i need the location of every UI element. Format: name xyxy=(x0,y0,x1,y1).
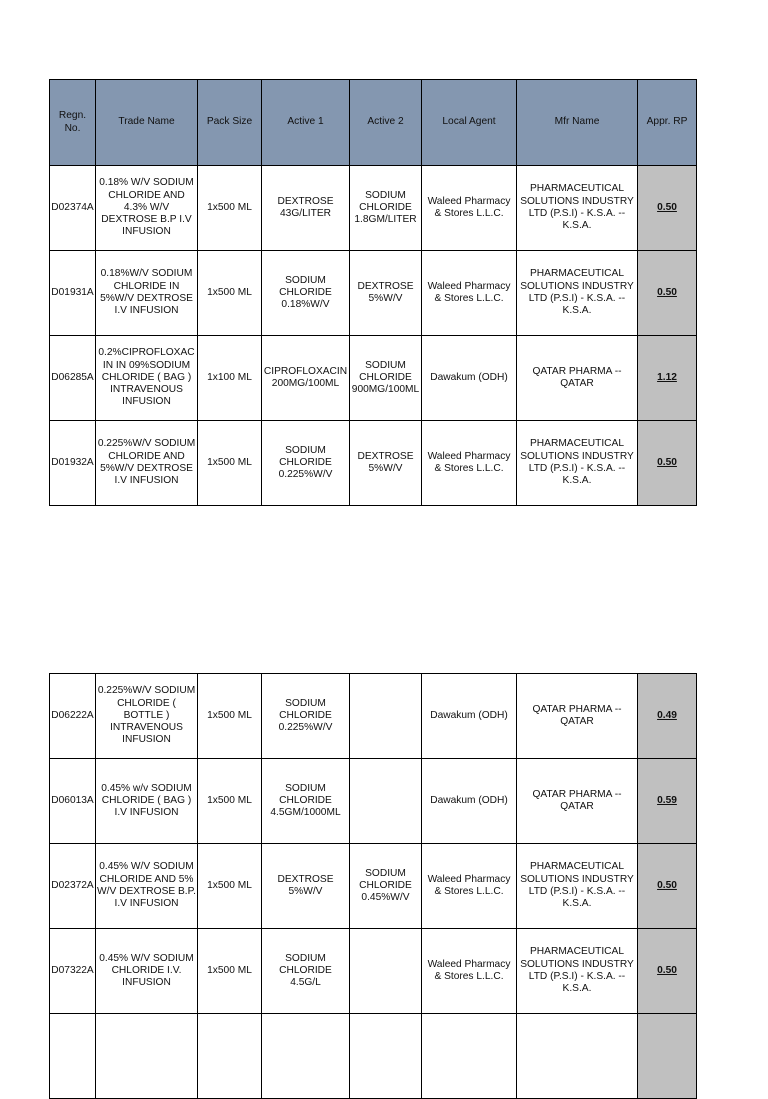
cell-active-2: SODIUM CHLORIDE 1.8GM/LITER xyxy=(350,166,422,251)
column-header-active-1: Active 1 xyxy=(262,80,350,166)
cell-pack-size: 1x500 ML xyxy=(198,759,262,844)
column-header-appr-rp: Appr. RP xyxy=(638,80,697,166)
cell-pack-size: 1x500 ML xyxy=(198,251,262,336)
cell-appr-rp[interactable]: 0.50 xyxy=(638,844,697,929)
cell-active-1 xyxy=(262,1014,350,1099)
cell-active-1: SODIUM CHLORIDE 0.225%W/V xyxy=(262,421,350,506)
cell-trade-name: 0.225%W/V SODIUM CHLORIDE ( BOTTLE ) INTRAVENOUS INFUSION xyxy=(96,674,198,759)
cell-trade-name: 0.225%W/V SODIUM CHLORIDE AND 5%W/V DEXTROSE I.V INFUSION xyxy=(96,421,198,506)
cell-appr-rp[interactable] xyxy=(638,1014,697,1099)
cell-regn-no: D06222A xyxy=(50,674,96,759)
column-header-trade-name: Trade Name xyxy=(96,80,198,166)
table-row xyxy=(50,929,697,1014)
table-body-top xyxy=(50,166,697,506)
cell-mfr-name: PHARMACEUTICAL SOLUTIONS INDUSTRY LTD (P.S.I) - K.S.A. -- K.S.A. xyxy=(517,251,638,336)
cell-pack-size xyxy=(198,1014,262,1099)
cell-local-agent: Dawakum (ODH) xyxy=(422,759,517,844)
cell-active-2 xyxy=(350,759,422,844)
cell-local-agent: Waleed Pharmacy & Stores L.L.C. xyxy=(422,844,517,929)
cell-appr-rp[interactable]: 0.50 xyxy=(638,421,697,506)
cell-pack-size: 1x500 ML xyxy=(198,929,262,1014)
cell-regn-no: D02372A xyxy=(50,844,96,929)
cell-local-agent: Dawakum (ODH) xyxy=(422,674,517,759)
cell-appr-rp[interactable]: 0.49 xyxy=(638,674,697,759)
cell-active-2 xyxy=(350,929,422,1014)
cell-mfr-name: PHARMACEUTICAL SOLUTIONS INDUSTRY LTD (P.S.I) - K.S.A. -- K.S.A. xyxy=(517,166,638,251)
cell-regn-no: D07322A xyxy=(50,929,96,1014)
cell-regn-no: D06285A xyxy=(50,336,96,421)
cell-trade-name: 0.2%CIPROFLOXACIN IN 09%SODIUM CHLORIDE ( BAG ) INTRAVENOUS INFUSION xyxy=(96,336,198,421)
table-body-bottom xyxy=(50,674,697,1099)
cell-regn-no: D06013A xyxy=(50,759,96,844)
table-header-row xyxy=(50,80,697,166)
cell-trade-name: 0.45% W/V SODIUM CHLORIDE AND 5% W/V DEXTROSE B.P. I.V INFUSION xyxy=(96,844,198,929)
table-row xyxy=(50,674,697,759)
cell-active-2 xyxy=(350,1014,422,1099)
cell-local-agent: Dawakum (ODH) xyxy=(422,336,517,421)
cell-active-1: SODIUM CHLORIDE 0.225%W/V xyxy=(262,674,350,759)
column-header-active-2: Active 2 xyxy=(350,80,422,166)
cell-pack-size: 1x500 ML xyxy=(198,844,262,929)
table-row xyxy=(50,844,697,929)
column-header-regn: Regn. No. xyxy=(50,80,96,166)
cell-mfr-name: QATAR PHARMA -- QATAR xyxy=(517,674,638,759)
cell-trade-name: 0.45% W/V SODIUM CHLORIDE I.V. INFUSION xyxy=(96,929,198,1014)
cell-mfr-name: PHARMACEUTICAL SOLUTIONS INDUSTRY LTD (P.S.I) - K.S.A. -- K.S.A. xyxy=(517,844,638,929)
cell-regn-no: D01932A xyxy=(50,421,96,506)
cell-pack-size: 1x500 ML xyxy=(198,674,262,759)
table-row xyxy=(50,1014,697,1099)
cell-trade-name: 0.18%W/V SODIUM CHLORIDE IN 5%W/V DEXTROSE I.V INFUSION xyxy=(96,251,198,336)
column-header-pack-size: Pack Size xyxy=(198,80,262,166)
cell-active-1: SODIUM CHLORIDE 4.5GM/1000ML xyxy=(262,759,350,844)
cell-active-1: SODIUM CHLORIDE 0.18%W/V xyxy=(262,251,350,336)
cell-local-agent: Waleed Pharmacy & Stores L.L.C. xyxy=(422,421,517,506)
cell-trade-name xyxy=(96,1014,198,1099)
cell-mfr-name: PHARMACEUTICAL SOLUTIONS INDUSTRY LTD (P.S.I) - K.S.A. -- K.S.A. xyxy=(517,421,638,506)
cell-active-2: SODIUM CHLORIDE 0.45%W/V xyxy=(350,844,422,929)
column-header-mfr-name: Mfr Name xyxy=(517,80,638,166)
cell-appr-rp[interactable]: 1.12 xyxy=(638,336,697,421)
table-row xyxy=(50,166,697,251)
cell-active-2: SODIUM CHLORIDE 900MG/100ML xyxy=(350,336,422,421)
cell-appr-rp[interactable]: 0.50 xyxy=(638,251,697,336)
cell-local-agent: Waleed Pharmacy & Stores L.L.C. xyxy=(422,166,517,251)
cell-regn-no xyxy=(50,1014,96,1099)
cell-mfr-name: QATAR PHARMA -- QATAR xyxy=(517,336,638,421)
cell-active-2: DEXTROSE 5%W/V xyxy=(350,421,422,506)
cell-active-2: DEXTROSE 5%W/V xyxy=(350,251,422,336)
cell-pack-size: 1x500 ML xyxy=(198,166,262,251)
cell-regn-no: D01931A xyxy=(50,251,96,336)
table-row xyxy=(50,759,697,844)
table-row xyxy=(50,251,697,336)
table-row xyxy=(50,421,697,506)
cell-mfr-name: QATAR PHARMA -- QATAR xyxy=(517,759,638,844)
cell-appr-rp[interactable]: 0.50 xyxy=(638,166,697,251)
cell-active-1: DEXTROSE 5%W/V xyxy=(262,844,350,929)
cell-active-1: CIPROFLOXACIN 200MG/100ML xyxy=(262,336,350,421)
cell-local-agent: Waleed Pharmacy & Stores L.L.C. xyxy=(422,251,517,336)
column-header-local-agent: Local Agent xyxy=(422,80,517,166)
cell-mfr-name xyxy=(517,1014,638,1099)
cell-appr-rp[interactable]: 0.50 xyxy=(638,929,697,1014)
cell-pack-size: 1x500 ML xyxy=(198,421,262,506)
cell-local-agent: Waleed Pharmacy & Stores L.L.C. xyxy=(422,929,517,1014)
cell-trade-name: 0.45% w/v SODIUM CHLORIDE ( BAG ) I.V INFUSION xyxy=(96,759,198,844)
cell-active-1: DEXTROSE 43G/LITER xyxy=(262,166,350,251)
cell-appr-rp[interactable]: 0.59 xyxy=(638,759,697,844)
cell-active-1: SODIUM CHLORIDE 4.5G/L xyxy=(262,929,350,1014)
cell-active-2 xyxy=(350,674,422,759)
table-row xyxy=(50,336,697,421)
cell-trade-name: 0.18% W/V SODIUM CHLORIDE AND 4.3% W/V DEXTROSE B.P I.V INFUSION xyxy=(96,166,198,251)
cell-pack-size: 1x100 ML xyxy=(198,336,262,421)
cell-mfr-name: PHARMACEUTICAL SOLUTIONS INDUSTRY LTD (P.S.I) - K.S.A. -- K.S.A. xyxy=(517,929,638,1014)
cell-regn-no: D02374A xyxy=(50,166,96,251)
drug-price-table-bottom xyxy=(49,673,697,1099)
cell-local-agent xyxy=(422,1014,517,1099)
drug-price-table-top xyxy=(49,79,697,506)
